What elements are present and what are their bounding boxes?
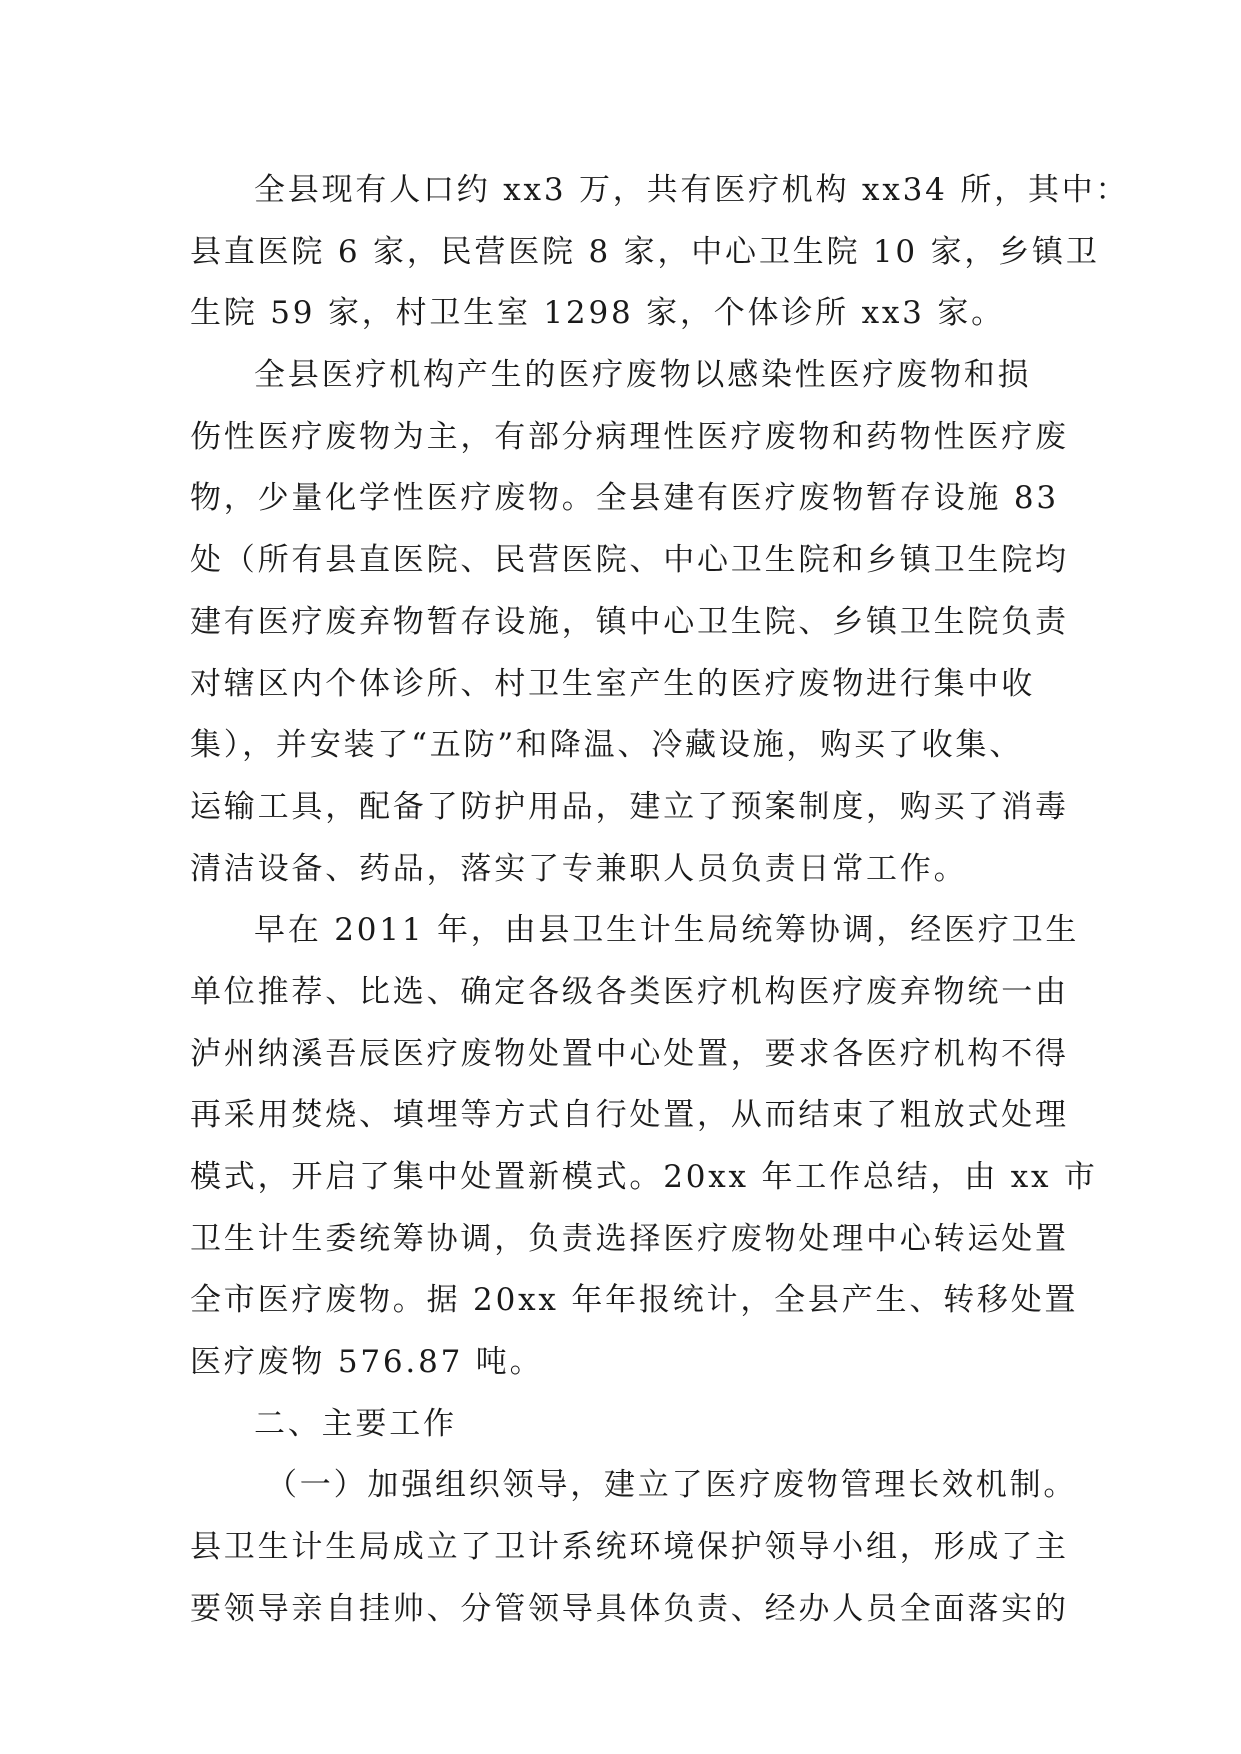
- paragraph-2-line-4: 处（所有县直医院、民营医院、中心卫生院和乡镇卫生院均: [190, 542, 1069, 579]
- paragraph-2-line-3: 物，少量化学性医疗废物。全县建有医疗废物暂存设施 83: [190, 480, 1059, 517]
- paragraph-2-line-9: 清洁设备、药品，落实了专兼职人员负责日常工作。: [190, 850, 968, 887]
- paragraph-4-line-1: 县卫生计生局成立了卫计系统环境保护领导小组，形成了主: [190, 1529, 1069, 1566]
- paragraph-2-line-7: 集），并安装了“五防”和降温、冷藏设施，购买了收集、: [190, 727, 1023, 764]
- paragraph-2-line-1: 全县医疗机构产生的医疗废物以感染性医疗废物和损: [254, 357, 1032, 394]
- paragraph-3-line-2: 单位推荐、比选、确定各级各类医疗机构医疗废弃物统一由: [190, 973, 1069, 1010]
- paragraph-1-line-2: 县直医院 6 家，民营医院 8 家，中心卫生院 10 家，乡镇卫: [190, 233, 1100, 270]
- paragraph-2-line-5: 建有医疗废弃物暂存设施，镇中心卫生院、乡镇卫生院负责: [190, 603, 1069, 640]
- paragraph-2-line-8: 运输工具，配备了防护用品，建立了预案制度，购买了消毒: [190, 788, 1069, 825]
- paragraph-4-line-2: 要领导亲自挂帅、分管领导具体负责、经办人员全面落实的: [190, 1590, 1069, 1627]
- paragraph-3-line-1: 早在 2011 年，由县卫生计生局统筹协调，经医疗卫生: [254, 912, 1080, 949]
- paragraph-3-line-5: 模式，开启了集中处置新模式。20xx 年工作总结，由 xx 市: [190, 1159, 1098, 1195]
- paragraph-3-line-4: 再采用焚烧、填埋等方式自行处置，从而结束了粗放式处理: [190, 1097, 1069, 1134]
- subsection-heading: （一）加强组织领导，建立了医疗废物管理长效机制。: [266, 1467, 1078, 1504]
- paragraph-3-line-3: 泸州纳溪吾辰医疗废物处置中心处置，要求各医疗机构不得: [190, 1035, 1069, 1072]
- paragraph-3-line-6: 卫生计生委统筹协调，负责选择医疗废物处理中心转运处置: [190, 1220, 1069, 1257]
- paragraph-3-line-7: 全市医疗废物。据 20xx 年年报统计，全县产生、转移处置: [190, 1282, 1079, 1319]
- paragraph-2-line-2: 伤性医疗废物为主，有部分病理性医疗废物和药物性医疗废: [190, 418, 1069, 455]
- paragraph-3-line-8: 医疗废物 576.87 吨。: [190, 1344, 544, 1381]
- paragraph-2-line-6: 对辖区内个体诊所、村卫生室产生的医疗废物进行集中收: [190, 665, 1035, 702]
- section-heading: 二、主要工作: [254, 1405, 457, 1442]
- paragraph-1-line-3: 生院 59 家，村卫生室 1298 家，个体诊所 xx3 家。: [190, 295, 1005, 332]
- paragraph-1-line-1: 全县现有人口约 xx3 万，共有医疗机构 xx34 所，其中：: [254, 172, 1130, 208]
- document-body: [190, 160, 1130, 1641]
